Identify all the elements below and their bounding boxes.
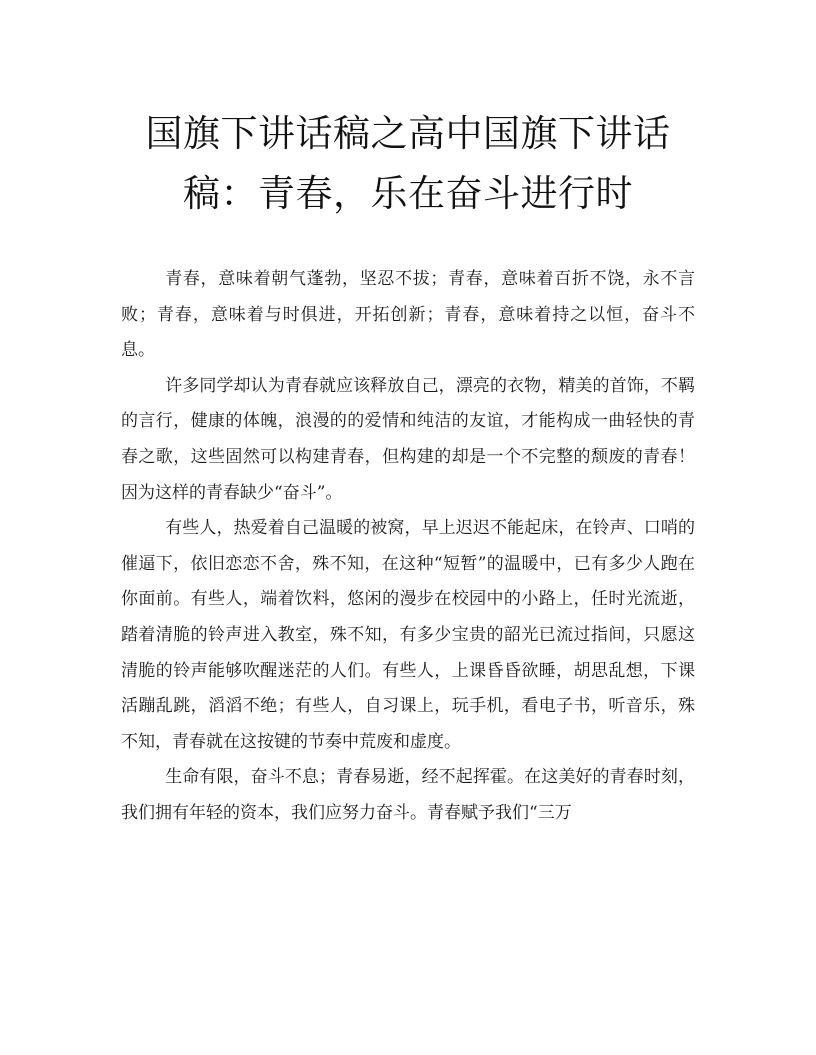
document-title: 国旗下讲话稿之高中国旗下讲话稿：青春，乐在奋斗进行时 [145, 112, 671, 215]
paragraph-3: 有些人，热爱着自己温暖的被窝，早上迟迟不能起床，在铃声、口哨的催逼下，依旧恋恋不舍，殊不知，在这种“短暂”的温暖中，已有多少人跑在你面前。有些人，端着饮料，悠闲的漫步在校园中的小路上，任时光流逝，踏着清脆的铃声进入教室，殊不知，有多少宝贵的韶光已流过指间，只愿这清脆的铃声能够吹醒迷茫的人们。有些人，上课昏昏欲睡，胡思乱想，下课活蹦乱跳，滔滔不绝；有些人，自习课上，玩手机，看电子书，听音乐，殊不知，青春就在这按键的节奏中荒废和虚度。 [121, 518, 695, 752]
document-body [121, 262, 695, 832]
paragraph-4: 生命有限，奋斗不息；青春易逝，经不起挥霍。在这美好的青春时刻，我们拥有年轻的资本，我们应努力奋斗。青春赋予我们“三万 [121, 767, 695, 823]
paragraph-1: 青春，意味着朝气蓬勃，坚忍不拔；青春，意味着百折不饶，永不言败；青春，意味着与时俱进，开拓创新；青春，意味着持之以恒，奋斗不息。 [121, 269, 695, 361]
paragraph-2: 许多同学却认为青春就应该释放自己，漂亮的衣物，精美的首饰，不羁的言行，健康的体魄，浪漫的的爱情和纯洁的友谊，才能构成一曲轻快的青春之歌，这些固然可以构建青春，但构建的却是一个不完整的颓废的青春！因为这样的青春缺少“奋斗”。 [121, 375, 695, 503]
